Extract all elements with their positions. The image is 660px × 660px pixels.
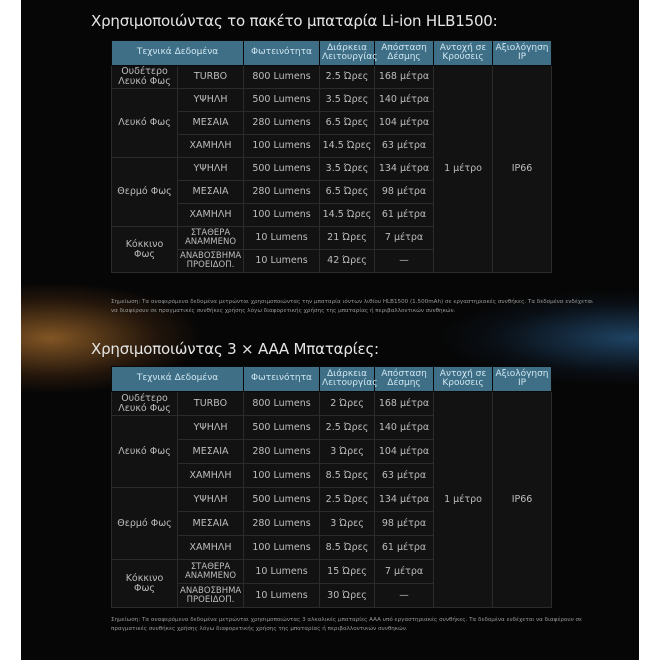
runtime-cell: 42 Ώρες	[320, 250, 375, 273]
runtime-cell: 3 Ώρες	[320, 440, 375, 464]
group-warm: Θερμό Φως	[112, 488, 178, 560]
table-row	[112, 66, 552, 89]
distance-cell: —	[375, 250, 434, 273]
distance-cell: 104 μέτρα	[375, 112, 434, 135]
lumens-cell: 800 Lumens	[244, 66, 320, 89]
impact-value: 1 μέτρο	[434, 392, 493, 608]
runtime-cell: 8.5 Ώρες	[320, 464, 375, 488]
runtime-cell: 15 Ώρες	[320, 560, 375, 584]
mode-cell: ΥΨΗΛΗ	[178, 89, 244, 112]
lumens-cell: 500 Lumens	[244, 416, 320, 440]
distance-cell: 61 μέτρα	[375, 204, 434, 227]
table1-title: Χρησιμοποιώντας το πακέτο μπαταρία Li-ion HLB1500:	[91, 12, 498, 30]
distance-cell: 63 μέτρα	[375, 464, 434, 488]
lumens-cell: 10 Lumens	[244, 227, 320, 250]
header-impact-resistance: Αντοχή σε Κρούσεις	[434, 367, 493, 392]
mode-cell: ΧΑΜΗΛΗ	[178, 204, 244, 227]
mode-cell: ΑΝΑΒΟΣΒΗΜΑ ΠΡΟΕΙΔΟΠ.	[178, 250, 244, 273]
runtime-cell: 30 Ώρες	[320, 584, 375, 608]
header-runtime: Διάρκεια Λειτουργίας	[320, 41, 375, 66]
lumens-cell: 100 Lumens	[244, 135, 320, 158]
table-header-row	[112, 41, 552, 66]
distance-cell: 7 μέτρα	[375, 560, 434, 584]
group-warm: Θερμό Φως	[112, 158, 178, 227]
lumens-cell: 280 Lumens	[244, 181, 320, 204]
runtime-cell: 21 Ώρες	[320, 227, 375, 250]
group-red: Κόκκινο Φως	[112, 560, 178, 608]
distance-cell: 168 μέτρα	[375, 66, 434, 89]
header-runtime: Διάρκεια Λειτουργίας	[320, 367, 375, 392]
lumens-cell: 280 Lumens	[244, 112, 320, 135]
runtime-cell: 3.5 Ώρες	[320, 158, 375, 181]
mode-cell: ΜΕΣΑΙΑ	[178, 440, 244, 464]
mode-cell: ΥΨΗΛΗ	[178, 158, 244, 181]
lumens-cell: 100 Lumens	[244, 536, 320, 560]
distance-cell: 98 μέτρα	[375, 512, 434, 536]
group-white: Λευκό Φως	[112, 416, 178, 488]
runtime-cell: 8.5 Ώρες	[320, 536, 375, 560]
mode-cell: ΧΑΜΗΛΗ	[178, 135, 244, 158]
runtime-cell: 6.5 Ώρες	[320, 112, 375, 135]
lumens-cell: 500 Lumens	[244, 158, 320, 181]
mode-cell: ΥΨΗΛΗ	[178, 488, 244, 512]
mode-cell: ΥΨΗΛΗ	[178, 416, 244, 440]
group-white: Λευκό Φως	[112, 89, 178, 158]
group-red: Κόκκινο Φως	[112, 227, 178, 273]
header-tech-data: Τεχνικά Δεδομένα	[112, 367, 244, 392]
lumens-cell: 100 Lumens	[244, 464, 320, 488]
header-brightness: Φωτεινότητα	[244, 41, 320, 66]
mode-cell: ΧΑΜΗΛΗ	[178, 536, 244, 560]
header-tech-data: Τεχνικά Δεδομένα	[112, 41, 244, 66]
runtime-cell: 2.5 Ώρες	[320, 488, 375, 512]
distance-cell: 140 μέτρα	[375, 416, 434, 440]
lumens-cell: 500 Lumens	[244, 89, 320, 112]
mode-cell: ΜΕΣΑΙΑ	[178, 181, 244, 204]
lumens-cell: 800 Lumens	[244, 392, 320, 416]
mode-cell: ΣΤΑΘΕΡΑ ΑΝΑΜΜΕΝΟ	[178, 227, 244, 250]
distance-cell: 98 μέτρα	[375, 181, 434, 204]
spec-table-li-ion	[111, 40, 552, 273]
mode-cell: TURBO	[178, 66, 244, 89]
lumens-cell: 10 Lumens	[244, 560, 320, 584]
distance-cell: —	[375, 584, 434, 608]
runtime-cell: 6.5 Ώρες	[320, 181, 375, 204]
distance-cell: 134 μέτρα	[375, 158, 434, 181]
distance-cell: 168 μέτρα	[375, 392, 434, 416]
mode-cell: ΜΕΣΑΙΑ	[178, 112, 244, 135]
runtime-cell: 2 Ώρες	[320, 392, 375, 416]
mode-cell: ΧΑΜΗΛΗ	[178, 464, 244, 488]
runtime-cell: 14.5 Ώρες	[320, 135, 375, 158]
table1-note: Σημείωση: Τα αναφερόμενα δεδομένα μετρώνται χρησιμοποιώντας την μπαταρία ιόντων λιθίου HLB1500 (1.500mAh) σε εργαστηριακές συνθήκες. Τα δεδομένα ενδέχεται να διαφέρουν σε πραγματικές συνθήκες χρήσης λόγω διαφορετικής χρήσης της μπαταρίας ή περιβαλλοντικών συνθηκών.	[111, 299, 594, 314]
impact-value: 1 μέτρο	[434, 66, 493, 273]
runtime-cell: 3 Ώρες	[320, 512, 375, 536]
spec-panel	[21, 0, 639, 660]
lumens-cell: 280 Lumens	[244, 440, 320, 464]
table2-title: Χρησιμοποιώντας 3 × AAA Μπαταρίες:	[91, 340, 379, 358]
table2-note: Σημείωση: Τα αναφερόμενα δεδομένα μετρώνται χρησιμοποιώντας 3 αλκαλικές μπαταρίες AAA υπό εργαστηριακές συνθήκες. Τα δεδομένα ενδέχεται να διαφέρουν σε πραγματικές συνθήκες χρήσης λόγω διαφορετικής χρήσης της μπαταρίας ή περιβαλλοντικών συνθηκών.	[111, 617, 583, 632]
spec-table-aaa	[111, 366, 552, 608]
mode-cell: TURBO	[178, 392, 244, 416]
header-impact-resistance: Αντοχή σε Κρούσεις	[434, 41, 493, 66]
runtime-cell: 2.5 Ώρες	[320, 66, 375, 89]
group-neutral-white: Ουδέτερο Λευκό Φως	[112, 66, 178, 89]
mode-cell: ΜΕΣΑΙΑ	[178, 512, 244, 536]
lumens-cell: 10 Lumens	[244, 584, 320, 608]
table-header-row	[112, 367, 552, 392]
runtime-cell: 14.5 Ώρες	[320, 204, 375, 227]
ip-value: IP66	[493, 392, 552, 608]
ip-value: IP66	[493, 66, 552, 273]
mode-cell: ΣΤΑΘΕΡΑ ΑΝΑΜΜΕΝΟ	[178, 560, 244, 584]
header-beam-distance: Απόσταση Δέσμης	[375, 367, 434, 392]
header-ip-rating: Αξιολόγηση IP	[493, 367, 552, 392]
distance-cell: 61 μέτρα	[375, 536, 434, 560]
distance-cell: 140 μέτρα	[375, 89, 434, 112]
distance-cell: 7 μέτρα	[375, 227, 434, 250]
group-neutral-white: Ουδέτερο Λευκό Φως	[112, 392, 178, 416]
distance-cell: 104 μέτρα	[375, 440, 434, 464]
runtime-cell: 2.5 Ώρες	[320, 416, 375, 440]
lumens-cell: 10 Lumens	[244, 250, 320, 273]
runtime-cell: 3.5 Ώρες	[320, 89, 375, 112]
header-beam-distance: Απόσταση Δέσμης	[375, 41, 434, 66]
header-ip-rating: Αξιολόγηση IP	[493, 41, 552, 66]
lumens-cell: 500 Lumens	[244, 488, 320, 512]
distance-cell: 63 μέτρα	[375, 135, 434, 158]
header-brightness: Φωτεινότητα	[244, 367, 320, 392]
lumens-cell: 100 Lumens	[244, 204, 320, 227]
lumens-cell: 280 Lumens	[244, 512, 320, 536]
table-row	[112, 392, 552, 416]
distance-cell: 134 μέτρα	[375, 488, 434, 512]
mode-cell: ΑΝΑΒΟΣΒΗΜΑ ΠΡΟΕΙΔΟΠ.	[178, 584, 244, 608]
